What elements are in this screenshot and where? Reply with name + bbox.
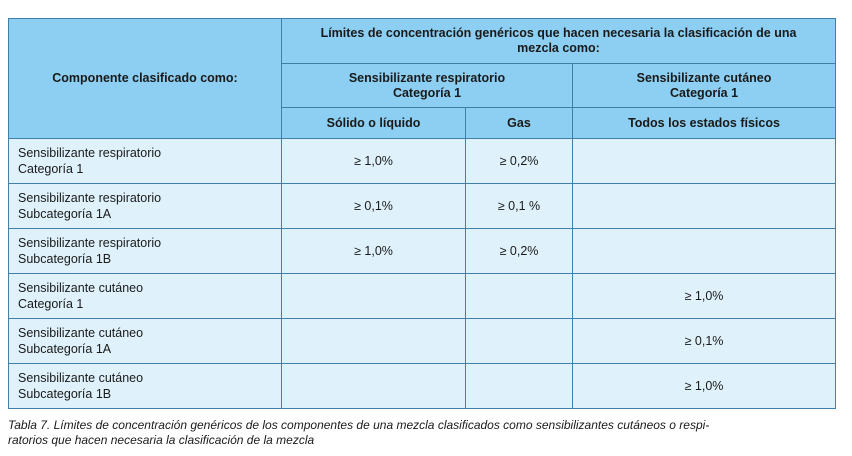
gas-header: Gas: [466, 108, 573, 139]
component-line-1: Sensibilizante respiratorio: [18, 236, 162, 250]
component-line-2: Categoría 1: [18, 162, 84, 176]
component-column-header: [9, 19, 282, 139]
component-cell: [9, 184, 282, 229]
gas-value: [466, 319, 573, 364]
respiratory-header-line-2: Categoría 1: [392, 85, 462, 100]
component-line-2: Subcategoría 1A: [18, 342, 112, 356]
skin-value: [573, 139, 836, 184]
caption-line-2: ratorios que hacen necesaria la clasificación de la mezcla: [8, 433, 315, 447]
skin-value: [573, 229, 836, 274]
skin-sensitizer-header: [573, 64, 836, 108]
component-line-1: Sensibilizante cutáneo: [18, 371, 144, 385]
component-cell: [9, 274, 282, 319]
component-cell: [9, 364, 282, 409]
skin-value: ≥ 1,0%: [573, 364, 836, 409]
solid-liquid-value: ≥ 1,0%: [282, 139, 466, 184]
gas-value: ≥ 0,2%: [466, 229, 573, 274]
table-caption: [8, 418, 838, 448]
component-line-1: Sensibilizante cutáneo: [18, 281, 144, 295]
solid-liquid-value: ≥ 1,0%: [282, 229, 466, 274]
component-line-2: Categoría 1: [18, 297, 84, 311]
table-row: [9, 184, 836, 229]
all-states-header: Todos los estados físicos: [573, 108, 836, 139]
solid-liquid-value: [282, 319, 466, 364]
table-row: [9, 274, 836, 319]
skin-value: [573, 184, 836, 229]
skin-value: ≥ 1,0%: [573, 274, 836, 319]
skin-value: ≥ 0,1%: [573, 319, 836, 364]
table-row: [9, 319, 836, 364]
component-line-2: Subcategoría 1B: [18, 387, 112, 401]
skin-header-line-1: Sensibilizante cutáneo: [636, 70, 772, 85]
solid-liquid-value: [282, 274, 466, 319]
limits-header-line-1: Límites de concentración genéricos que hacen necesaria la clasificación de una: [320, 26, 797, 40]
gas-value: ≥ 0,1 %: [466, 184, 573, 229]
component-line-2: Subcategoría 1B: [18, 252, 112, 266]
gas-value: [466, 364, 573, 409]
component-cell: [9, 139, 282, 184]
solid-liquid-value: ≥ 0,1%: [282, 184, 466, 229]
respiratory-header-line-1: Sensibilizante respiratorio: [348, 70, 506, 85]
caption-line-1: Tabla 7. Límites de concentración genéricos de los componentes de una mezcla clasificados como sensibilizantes cutáneos o respi-: [8, 418, 710, 432]
component-line-1: Sensibilizante respiratorio: [18, 146, 162, 160]
skin-header-line-2: Categoría 1: [669, 85, 739, 100]
table-row: [9, 364, 836, 409]
component-cell: [9, 229, 282, 274]
solid-liquid-value: [282, 364, 466, 409]
gas-value: [466, 274, 573, 319]
concentration-limits-table: [8, 18, 836, 409]
limits-header: [282, 19, 836, 64]
table-row: [9, 139, 836, 184]
table-row: [9, 229, 836, 274]
respiratory-sensitizer-header: [282, 64, 573, 108]
component-line-1: Sensibilizante respiratorio: [18, 191, 162, 205]
gas-value: ≥ 0,2%: [466, 139, 573, 184]
solid-liquid-header: Sólido o líquido: [282, 108, 466, 139]
component-line-2: Subcategoría 1A: [18, 207, 112, 221]
component-column-header-label: Componente clasificado como:: [52, 71, 238, 85]
component-line-1: Sensibilizante cutáneo: [18, 326, 144, 340]
component-cell: [9, 319, 282, 364]
header-row-1: [9, 19, 836, 64]
limits-header-line-2: mezcla como:: [517, 41, 600, 55]
